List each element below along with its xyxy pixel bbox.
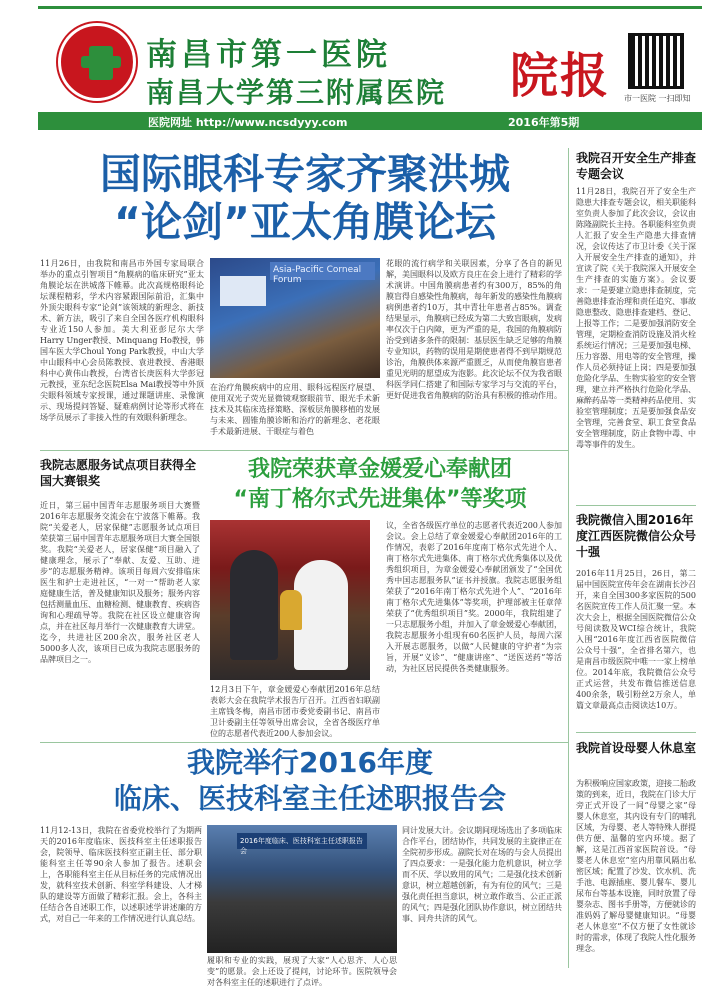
article3-caption: 履职和专业的实践，展现了大家“人心思齐、人心思变”的愿景。会上还设了提问，讨论环节。医院领导会对各科室主任的述职进行了点评。 <box>207 956 397 987</box>
person-figure <box>230 550 278 660</box>
article3-headline <box>60 745 560 817</box>
person-figure <box>294 560 348 670</box>
side2-body: 2016年11月25日，26日，第二届中国医院宣传年会在湖南长沙召开，来自全国300多家医院的500名医院宣传工作人员汇聚一堂。本次大会上，根据全国医院微信公众号阅读数及WCI综合统计，我院入围“2016年度江西省医院微信公众号十强”，全省排名第六，也是南昌市级医院中唯一一家上榜单位。2014年底，我院微信公众号正式运营，共发布微信推送信息400余条，吸引粉丝2万余人，单篇文章最高点击阅读达10万。 <box>576 569 696 710</box>
side3-title: 我院首设母婴人休息室 <box>576 741 697 755</box>
article1-photo <box>210 258 380 378</box>
article2-caption: 12月3日下午，章金媛爱心奉献团2016年总结表彰大会在我院学术报告厅召开。江西省妇联副主席钱冬梅，南昌市团市委党委副书记、南昌市卫计委副主任等领导出席会议，全省各级医疗单位的志愿者代表近200人参加会议。 <box>210 685 380 738</box>
side3-body: 为积极响应国家政策，迎接二胎政策的到来，近日，我院在门诊大厅旁正式开设了一间“母婴之家”母婴人休息室，其内设有专门的哺乳区域，为母婴、老人等特殊人群提供方便、温馨的室内环境。据了解，这是江西首家医院首设。“母婴老人休息室”室内用靠风隔出私密区域；配置了沙发、饮水机、洗手池、电源插座、婴儿餐车、婴儿尿布台等基本设施，同时放置了母婴杂志、图书手册等，方便就诊的准妈妈了解母婴健康知识。“母婴老人休息室”不仅方便了女性就诊时的需求，体现了我院人性化服务理念。 <box>576 779 696 953</box>
issue-number: 2016年第5期 <box>508 116 580 129</box>
volunteer-title: 我院志愿服务试点项目获得全国大赛银奖 <box>40 458 197 488</box>
section-divider <box>576 732 696 733</box>
article3-title-line2: 临床、医技科室主任述职报告会 <box>113 782 506 815</box>
qr-caption: 市一医院 一扫即知 <box>624 94 691 103</box>
masthead <box>38 6 702 129</box>
article1-body-right: 花眼的流行病学和关联因素，分享了各自的新见解，美国眼科以及欧方良庄在会上进行了精彩的学术演讲。中国角膜病患者约有300万，85%的角膜盲得自感染性角膜病，每年新发的感染性角膜病病例患者约10万，其中青壮年患者占85%。调查结果显示，角膜病已经成为第二大致盲眼病，发病率仅次于白内障，更为严重的是，我国的角膜病防治受到诸多条件的限制：基层医生缺乏足够的角膜专业知识，药物的误用是期使患者得不到早期规范诊治，角膜供体来源严重匮乏，从而使角膜盲患者重见光明的愿望成为泡影。此次论坛不仅为我省眼科医学同仁搭建了和国际专家学习与交流的平台，更好促进我省角膜病的防治具有积极的推动作用。 <box>386 259 562 400</box>
column-divider <box>568 148 569 968</box>
trophy-icon <box>280 590 302 630</box>
article2-title-line1: 我院荣获章金媛爱心奉献团 <box>247 457 512 482</box>
article1-body-left: 11月26日，由我院和南昌市外国专家局联合举办的重点引智项目“角膜病的临床研究”亚太角膜论坛在洪城落下帷幕。此次高规格眼科论坛课程精彩，学术内容紧跟国际前沿，汇集中外顶尖眼科专家“论剑”该领域的新理念、新技术、新方法，吸引了来自全国各医疗机构眼科专业近150人参加。美大利亚彭尼尔大学Harry Unger教授、Minquang Ho教授，韩国车医大学Choul Yong Park教授，中山大学中山眼科中心会员陈教授、袁进教授、香港眼科中心黄伟山教授，台湾省长庚医科大学彭冠元教授，亚东纪念医院Elsa Mai教授等中外顶尖眼科领域专家授课，通过课题讲座、录像演示、现场提问答疑、疑难病例讨论等形式将在场学员展示了非接入性的有效眼科新理念。 <box>40 259 204 422</box>
article1-caption: 在治疗角膜疾病中的应用、眼科远程医疗展望、使用双光子荧光显微镜观察眼前节、眼光手术新技术及其临床选择策略、深板层角膜移植的发展与未来、圆锥角膜诊断和治疗的新理念、老花眼手术最新进展、干眼症与着色 <box>210 383 380 436</box>
article2-body: 议，全省各级医疗单位的志愿者代表近200人参加会议。会上总结了章金媛爱心奉献团2016年的工作情况，表彰了2016年度南丁格尔式先进个人、南丁格尔式先进集体、南丁格尔式优秀集体以及优秀组织项目，为章金媛爱心奉献团颁发了“全国优秀中国志愿服务队”证书并授旗。我院志愿服务组荣获了“2016年南丁格尔式先进个人”、“2016年南丁格尔式先进集体”等奖项，护理部被主任章萍荣获了“优秀组织项目”奖。2000年，我院组建了一只志愿服务小组，并加入了章金媛爱心奉献团，我院志愿服务小组现有60名医护人员，每周六深入开展志愿服务，以做“人民健康的守护者”为宗旨，开展“义诊”、“健康讲座”、“送医送药”等活动，为社区居民提供各类健康服务。 <box>386 521 562 673</box>
forum-banner: Asia-Pacific Corneal Forum <box>270 262 375 280</box>
info-bar <box>38 112 702 130</box>
meeting-photo <box>207 825 397 953</box>
meeting-banner: 2016年度临床、医技科室主任述职报告会 <box>237 833 367 849</box>
article1-title-line2: “论剑”亚太角膜论坛 <box>114 198 496 246</box>
hospital-logo <box>58 23 136 101</box>
article3-body-right: 同计发展大计。会议期间现场选出了多项临床合作平台，团结协作，共同发展的主旋律正在全院初步形成。副院长对在场的与会人员提出了四点要求：一是强化能力危机意识，树立学而不厌、学以致用的风气；二是强化技术创新意识，树立超越创新，有为有位的风气；三是强化责任担当意识，树立敢作敢当、公正正派的风气；四是强化团队协作意识，树立团结共事、同舟共济的风气。 <box>402 826 562 923</box>
hospital-name: 南昌市第一医院 <box>146 37 391 73</box>
article1-title-line1: 国际眼科专家齐聚洪城 <box>100 150 510 198</box>
award-photo <box>210 520 370 680</box>
section-divider <box>40 742 568 743</box>
side2-title: 我院微信入围2016年度江西医院微信公众号十强 <box>576 513 697 559</box>
paper-name: 院报 <box>510 48 611 104</box>
cross-icon <box>89 46 113 80</box>
volunteer-body: 近日，第三届中国青年志愿服务项目大赛暨2016年志愿服务交流会在宁波落下帷幕。我院“关爱老人，居家保健”志愿服务试点项目荣获第三届中国青年志愿服务项目大赛全国银奖。我院“关爱老人，居家保健”项目融入了健康理念，展示了“奉献、友爱、互助、进步”的志愿服务精神。该项目每周六安排临床医生和护士走进社区，“一对一”帮助老人家庭健康生活，普及健康知识及服务；服务内容包括测量血压、血糖检测、健康教育、疾病咨询和心理疏导等。我院在社区设立健康咨询点，并在社区每月举行一次健康教育大讲堂。迄今，共进社区200余次，服务社区老人5000多人次，该项目已成为我院志愿服务的品牌项目之一。 <box>40 501 200 664</box>
section-divider <box>576 505 696 506</box>
section-divider <box>40 450 568 451</box>
website-link[interactable]: 医院网址 http://www.ncsdyyy.com <box>148 116 348 129</box>
article2-title-line2: “南丁格尔式先进集体”等奖项 <box>233 487 527 512</box>
article3-body-left: 11月12-13日，我院在省委党校举行了为期两天的2016年度临床、医技科室主任述职报告会，院领导、临床医技科室正副主任、部分职能科室主任等90余人参加了报告。述职会上，各职能科室主任从目标任务的完成情况出发，就科室技术创新、科室学科建设、人才梯队的建设等方面做了精彩汇报。会上，各科主任结合各自述职工作，以述职述学讲述廉的方式，对自己一年来的工作情况进行认真总结。 <box>40 826 202 923</box>
article3-title-line1: 我院举行2016年度 <box>187 746 433 779</box>
projector-screen <box>220 276 266 306</box>
side1-body: 11月28日，我院召开了安全生产隐患大排查专题会议，相关职能科室负责人参加了此次会议，会议由陈隆副院长主持。各职能科室负责人汇报了安全生产隐患大排查情况，会议传达了市卫计委《关于深入开展安全生产排查的通知》，并宣读了院《关于我院深入开展安全生产排查的实施方案》。会议要求：一是要建立隐患排查制度，完善隐患排查治理和责任追究、事故隐患整改、隐患排查建档、登记、上报等工作；二是要加强消防安全管理，定期检查消防设施及消火栓系统运行情况；三是要加强电梯、压力容器、用电等的安全管理，操作人员必须持证上岗；四是要加强危险化学品、生物实验室的安全管理，建立并严格执行危险化学品、麻醉药品等一类精神药品使用、实验室管理制度；五是要加强食品安全管理，完善食堂、职工食堂食品安全管理制度，防止食物中毒、中毒等事件的发生。 <box>576 187 696 449</box>
side1-title: 我院召开安全生产排查专题会议 <box>576 151 697 181</box>
article2-headline <box>190 455 570 515</box>
hospital-subname: 南昌大学第三附属医院 <box>146 76 447 109</box>
qr-code-icon <box>628 33 684 89</box>
article1-headline <box>40 150 570 246</box>
